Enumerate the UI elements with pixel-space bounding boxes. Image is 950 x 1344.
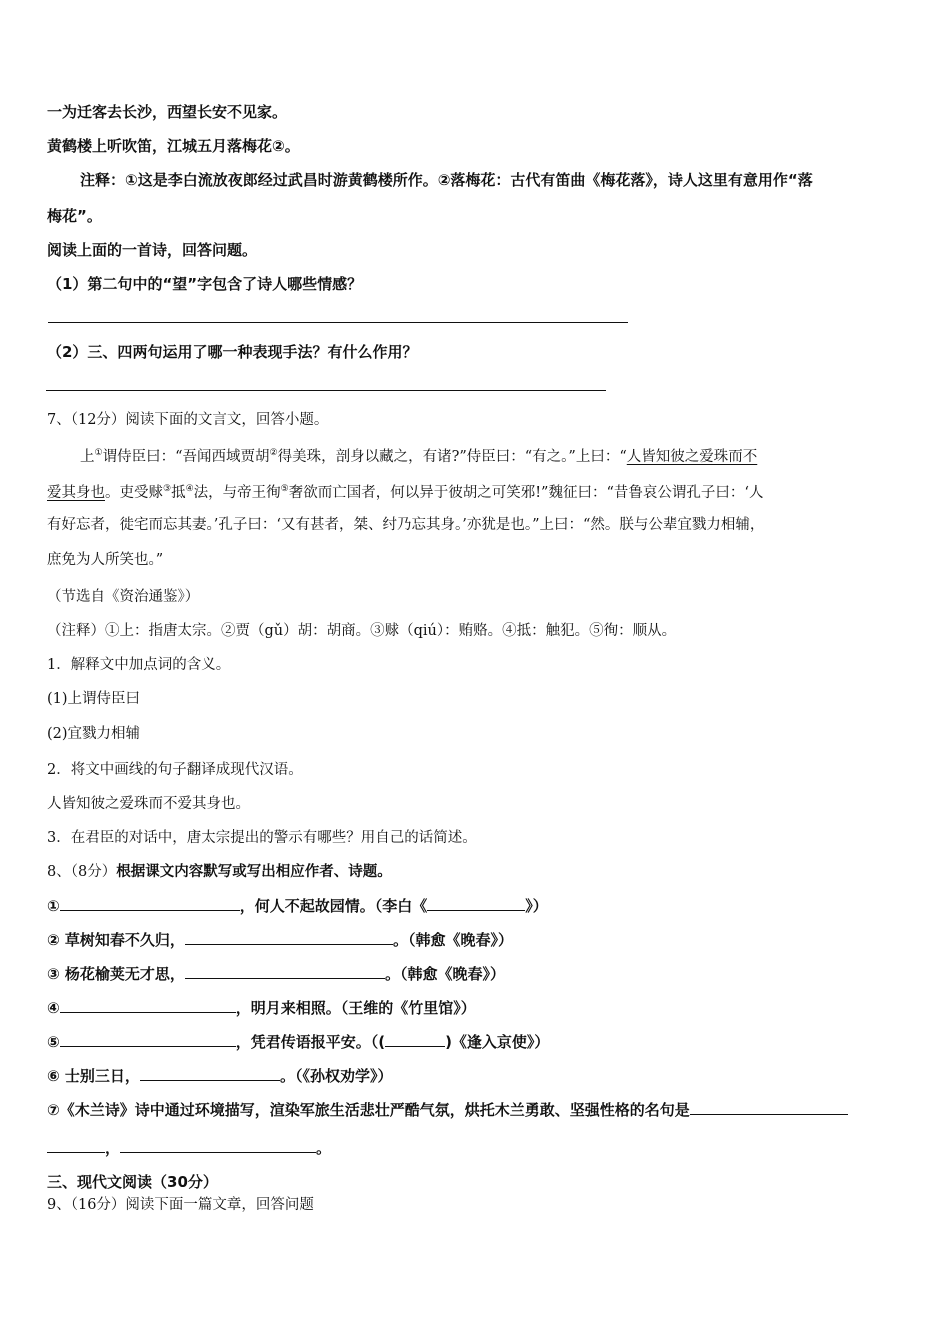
poem-question-2: （2）三、四两句运用了哪一种表现手法？有什么作用？ [47,343,418,361]
q9-header: 9、（16分）阅读下面一篇文章，回答问题 [47,1197,314,1213]
fill-blank[interactable] [690,1099,848,1115]
q7-text: 上 [80,448,95,465]
item-number: ① [47,897,60,915]
q8-header-prefix: 8、（8分） [47,864,117,880]
q8-item-2 [47,929,513,950]
q7-text: 奢欲而亡国者，何以异于彼胡之可笑邪!”魏征曰：“昔鲁哀公谓孔子曰：‘人 [288,484,764,501]
q7-text: 。吏受赇 [105,484,163,501]
fill-blank[interactable] [427,895,525,911]
q8-item-4 [47,997,476,1018]
q7-text: 抵 [171,484,186,501]
item-text: ③ 杨花榆荚无才思， [47,965,185,983]
q8-item-3 [47,963,505,984]
item-text: 。（韩愈《晚春》） [392,931,513,949]
q7-paragraph-line-2 [47,479,764,503]
poem-line-2: 黄鹤楼上听吹笛，江城五月落梅花②。 [47,137,300,155]
q8-item-1 [47,895,548,916]
footnote-mark: ⑤ [280,484,289,494]
item-text: ， [105,1139,121,1157]
q8-item-7 [47,1099,848,1120]
q8-header-text: 根据课文内容默写或写出相应作者、诗题。 [116,864,392,880]
item-text: ② 草树知春不久归， [47,931,185,949]
underlined-sentence: 爱其身也 [47,484,105,501]
footnote-mark: ② [269,448,278,458]
answer-line-q1[interactable] [48,322,628,323]
answer-line-q2[interactable] [46,390,606,391]
q7-notes: （注释）①上：指唐太宗。②贾（gǔ）胡：胡商。③赇（qiú）：贿赂。④抵：触犯。⑤徇：顺从。 [47,623,677,639]
item-text: 。 [316,1139,332,1157]
item-text: ⑦《木兰诗》诗中通过环境描写，渲染军旅生活悲壮严酷气氛，烘托木兰勇敢、坚强性格的名句是 [47,1101,690,1119]
fill-blank[interactable] [60,1031,236,1047]
item-number: ④ [47,999,60,1017]
fill-blank[interactable] [120,1137,316,1153]
fill-blank[interactable] [60,997,236,1013]
item-text: 。（韩愈《晚春》） [384,965,505,983]
item-text: ⑥ 士别三日， [47,1067,140,1085]
q7-sub-3: 3．在君臣的对话中，唐太宗提出的警示有哪些？用自己的话简述。 [47,830,477,846]
fill-blank[interactable] [385,1031,445,1047]
q7-source: （节选自《资治通鉴》） [47,589,200,605]
q7-header: 7、（12分）阅读下面的文言文，回答小题。 [47,412,329,428]
q8-item-7-continued [47,1137,331,1158]
footnote-mark: ① [94,448,103,458]
q7-text: 谓侍臣曰：“吾闻西域贾胡 [102,448,270,465]
poem-line-1: 一为迁客去长沙，西望长安不见家。 [47,103,288,121]
fill-blank[interactable] [185,963,385,979]
q7-text: 得美珠，剖身以藏之，有诸?”侍臣曰：“有之。”上曰：“ [277,448,627,465]
q7-sub-1: 1．解释文中加点词的含义。 [47,657,231,673]
poem-instruction: 阅读上面的一首诗，回答问题。 [47,241,258,259]
q7-text: 法，与帝王徇 [193,484,281,501]
item-text: 》） [525,897,548,915]
q7-paragraph-line-4: 庶免为人所笑也。” [47,552,164,568]
q7-sub-2: 2．将文中画线的句子翻译成现代汉语。 [47,762,303,778]
q7-sub-2a: 人皆知彼之爱珠而不爱其身也。 [47,796,250,812]
q7-paragraph-line-3: 有好忘者，徙宅而忘其妻。’孔子曰：‘又有甚者，桀、纣乃忘其身。’亦犹是也。”上曰：“然。朕与公辈宜戮力相辅， [47,517,765,533]
item-text: ，明月来相照。（王维的《竹里馆》） [235,999,476,1017]
q7-sub-1a: (1)上谓侍臣曰 [47,691,141,707]
item-text: )《逢入京使》） [445,1033,550,1051]
fill-blank[interactable] [60,895,240,911]
fill-blank[interactable] [140,1065,280,1081]
poem-note-line-2: 梅花”。 [47,207,102,225]
q7-sub-1b: (2)宜戮力相辅 [47,726,141,742]
fill-blank[interactable] [47,1137,105,1153]
underlined-sentence: 人皆知彼之爱珠而不 [626,448,758,465]
section-3-title: 三、现代文阅读（30分） [47,1173,218,1191]
item-text: 。（《孙权劝学》） [279,1067,393,1085]
q8-header [47,862,392,882]
q8-item-5 [47,1031,549,1052]
fill-blank[interactable] [185,929,393,945]
poem-note-line-1: 注释：①这是李白流放夜郎经过武昌时游黄鹤楼所作。②落梅花：古代有笛曲《梅花落》，诗人这里有意用作“落 [80,171,813,189]
item-number: ⑤ [47,1033,60,1051]
item-text: ，凭君传语报平安。（( [235,1033,386,1051]
footnote-mark: ④ [185,484,194,494]
q8-item-6 [47,1065,392,1086]
q7-paragraph-line-1 [80,443,757,467]
item-text: ，何人不起故园情。（李白《 [239,897,428,915]
footnote-mark: ③ [163,484,172,494]
poem-question-1: （1）第二句中的“望”字包含了诗人哪些情感？ [47,275,363,293]
